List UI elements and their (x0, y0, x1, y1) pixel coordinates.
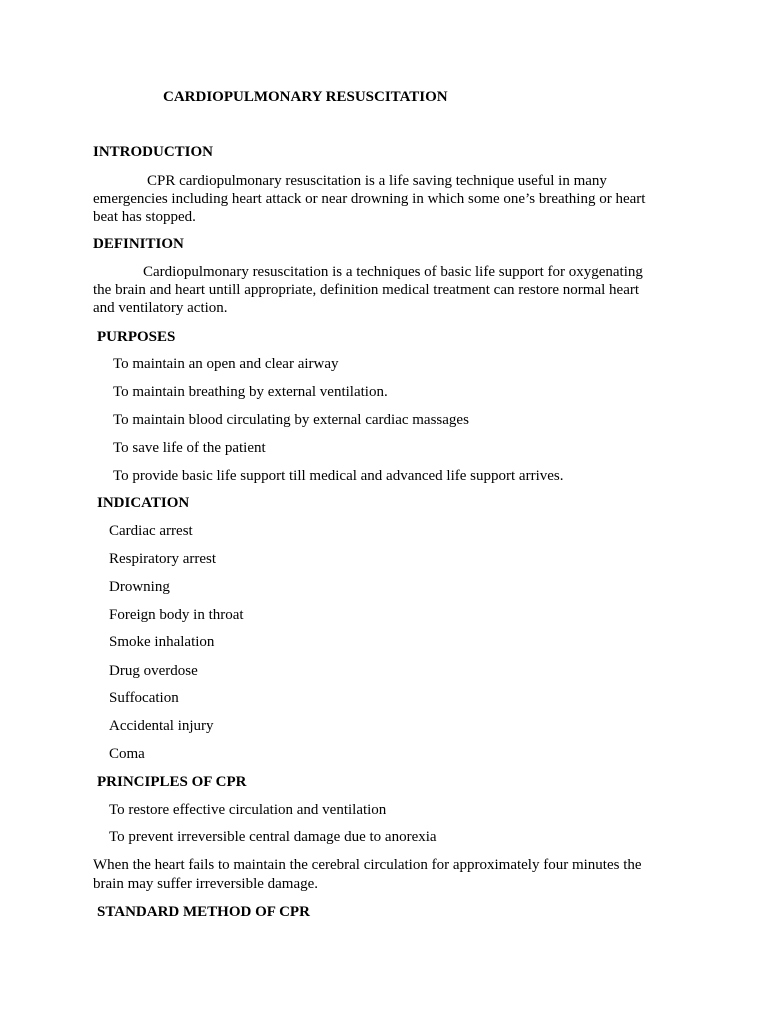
introduction-line-1: CPR cardiopulmonary resuscitation is a life saving technique useful in many (147, 173, 607, 189)
introduction-line-2: emergencies including heart attack or near drowning in which some one’s breathing or heart (93, 191, 646, 207)
purposes-heading: PURPOSES (97, 329, 176, 345)
definition-line-3: and ventilatory action. (93, 300, 228, 316)
indication-item: Drowning (109, 579, 170, 595)
introduction-heading: INTRODUCTION (93, 144, 214, 160)
indication-item: Respiratory arrest (109, 551, 217, 567)
purposes-item: To maintain an open and clear airway (113, 356, 339, 372)
indication-item: Drug overdose (109, 663, 198, 679)
principles-heading: PRINCIPLES OF CPR (97, 774, 247, 790)
indication-item: Cardiac arrest (109, 523, 193, 539)
purposes-item: To maintain breathing by external ventilation. (113, 384, 388, 400)
purposes-item: To save life of the patient (113, 440, 266, 456)
principles-item: To restore effective circulation and ventilation (109, 802, 387, 818)
standard-method-heading: STANDARD METHOD OF CPR (97, 904, 310, 920)
indication-item: Accidental injury (109, 718, 214, 734)
indication-item: Suffocation (109, 690, 179, 706)
purposes-item: To provide basic life support till medical and advanced life support arrives. (113, 468, 564, 484)
definition-line-2: the brain and heart untill appropriate, definition medical treatment can restore normal heart (93, 282, 640, 298)
definition-heading: DEFINITION (93, 236, 184, 252)
principles-note-line-1: When the heart fails to maintain the cerebral circulation for approximately four minutes the (93, 857, 642, 873)
definition-line-1: Cardiopulmonary resuscitation is a techniques of basic life support for oxygenating (143, 264, 643, 280)
principles-item: To prevent irreversible central damage due to anorexia (109, 829, 437, 845)
indication-heading: INDICATION (97, 495, 190, 511)
indication-item: Smoke inhalation (109, 634, 215, 650)
purposes-item: To maintain blood circulating by external cardiac massages (113, 412, 469, 428)
indication-item: Foreign body in throat (109, 607, 244, 623)
principles-note-line-2: brain may suffer irreversible damage. (93, 876, 319, 892)
indication-item: Coma (109, 746, 145, 762)
introduction-line-3: beat has stopped. (93, 209, 196, 225)
document-title: CARDIOPULMONARY RESUSCITATION (163, 89, 448, 105)
